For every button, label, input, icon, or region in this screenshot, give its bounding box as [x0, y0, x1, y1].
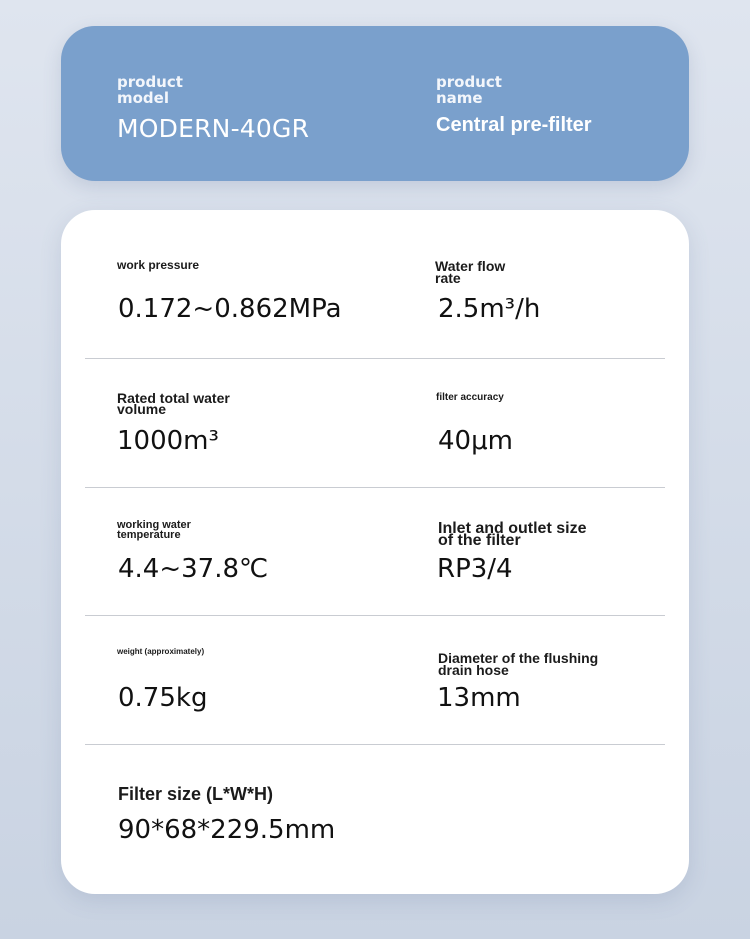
product-name-label: product name — [436, 73, 502, 107]
filter-accuracy-value: 40μm — [438, 426, 513, 456]
work-pressure-cell — [117, 258, 199, 272]
row-divider — [85, 487, 665, 488]
water-flow-rate-value: 2.5m³/h — [438, 294, 541, 324]
filter-size-cell — [118, 784, 273, 805]
row-divider — [85, 744, 665, 745]
row-divider — [85, 358, 665, 359]
inlet-outlet-size-label: Inlet and outlet size of the filter — [438, 520, 587, 549]
filter-size-value: 90*68*229.5mm — [118, 815, 336, 845]
product-model-value: MODERN-40GR — [117, 114, 310, 143]
product-model-label: product model — [117, 73, 183, 107]
filter-accuracy-label: filter accuracy — [436, 392, 504, 403]
product-model-field — [117, 74, 309, 143]
water-flow-rate-label: Water flow rate — [435, 258, 506, 286]
filter-size-label: Filter size (L*W*H) — [118, 784, 274, 804]
product-name-field — [436, 74, 592, 137]
working-water-temperature-cell — [117, 520, 191, 540]
rated-total-water-volume-label: Rated total water volume — [117, 390, 230, 417]
product-header-card — [61, 26, 689, 181]
inlet-outlet-size-value: RP3/4 — [437, 554, 513, 584]
weight-value: 0.75kg — [118, 683, 208, 713]
work-pressure-label: work pressure — [117, 258, 200, 272]
water-flow-rate-cell — [435, 260, 505, 284]
working-water-temperature-label: working water temperature — [117, 519, 191, 541]
drain-hose-diameter-cell — [438, 652, 598, 676]
inlet-outlet-size-cell — [438, 520, 587, 549]
row-divider — [85, 615, 665, 616]
weight-label: weight (approximately) — [117, 647, 205, 656]
working-water-temperature-value: 4.4~37.8℃ — [118, 554, 269, 584]
rated-total-water-volume-cell — [117, 390, 230, 417]
drain-hose-diameter-value: 13mm — [437, 683, 521, 713]
product-name-value: Central pre-filter — [436, 114, 592, 136]
filter-accuracy-cell — [436, 392, 504, 403]
specifications-card — [61, 210, 689, 894]
work-pressure-value: 0.172~0.862MPa — [118, 294, 342, 324]
rated-total-water-volume-value: 1000m³ — [117, 426, 219, 456]
drain-hose-diameter-label: Diameter of the flushing drain hose — [438, 650, 599, 678]
weight-cell — [117, 647, 204, 656]
